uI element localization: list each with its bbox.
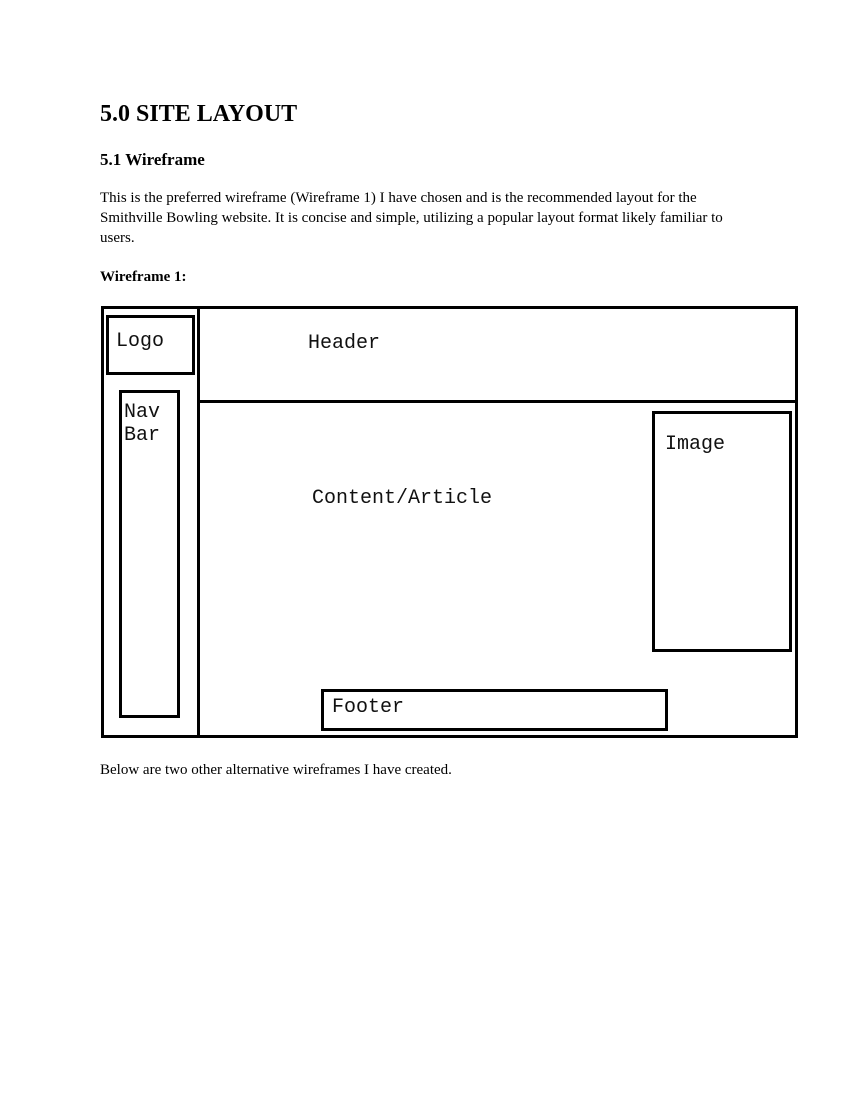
closing-paragraph: Below are two other alternative wireframes I have created. <box>100 762 452 778</box>
intro-paragraph: This is the preferred wireframe (Wireframe 1) I have chosen and is the recommended layout for the Smithville Bowling website. It is concise and simple, utilizing a popular layout format likely familiar to users. <box>100 190 723 246</box>
image-label: Image <box>665 433 726 456</box>
header-label: Header <box>308 332 381 355</box>
nav-bar-label-line1: Nav <box>124 401 161 424</box>
nav-bar-label-line2: Bar <box>124 424 161 447</box>
figure-label: Wireframe 1: <box>100 269 187 285</box>
sidebar-divider <box>197 306 200 738</box>
header-divider <box>197 400 798 403</box>
content-label: Content/Article <box>312 487 493 510</box>
logo-label: Logo <box>116 330 165 353</box>
section-title: 5.0 SITE LAYOUT <box>100 101 298 127</box>
subsection-title: 5.1 Wireframe <box>100 150 205 169</box>
footer-label: Footer <box>332 696 405 719</box>
